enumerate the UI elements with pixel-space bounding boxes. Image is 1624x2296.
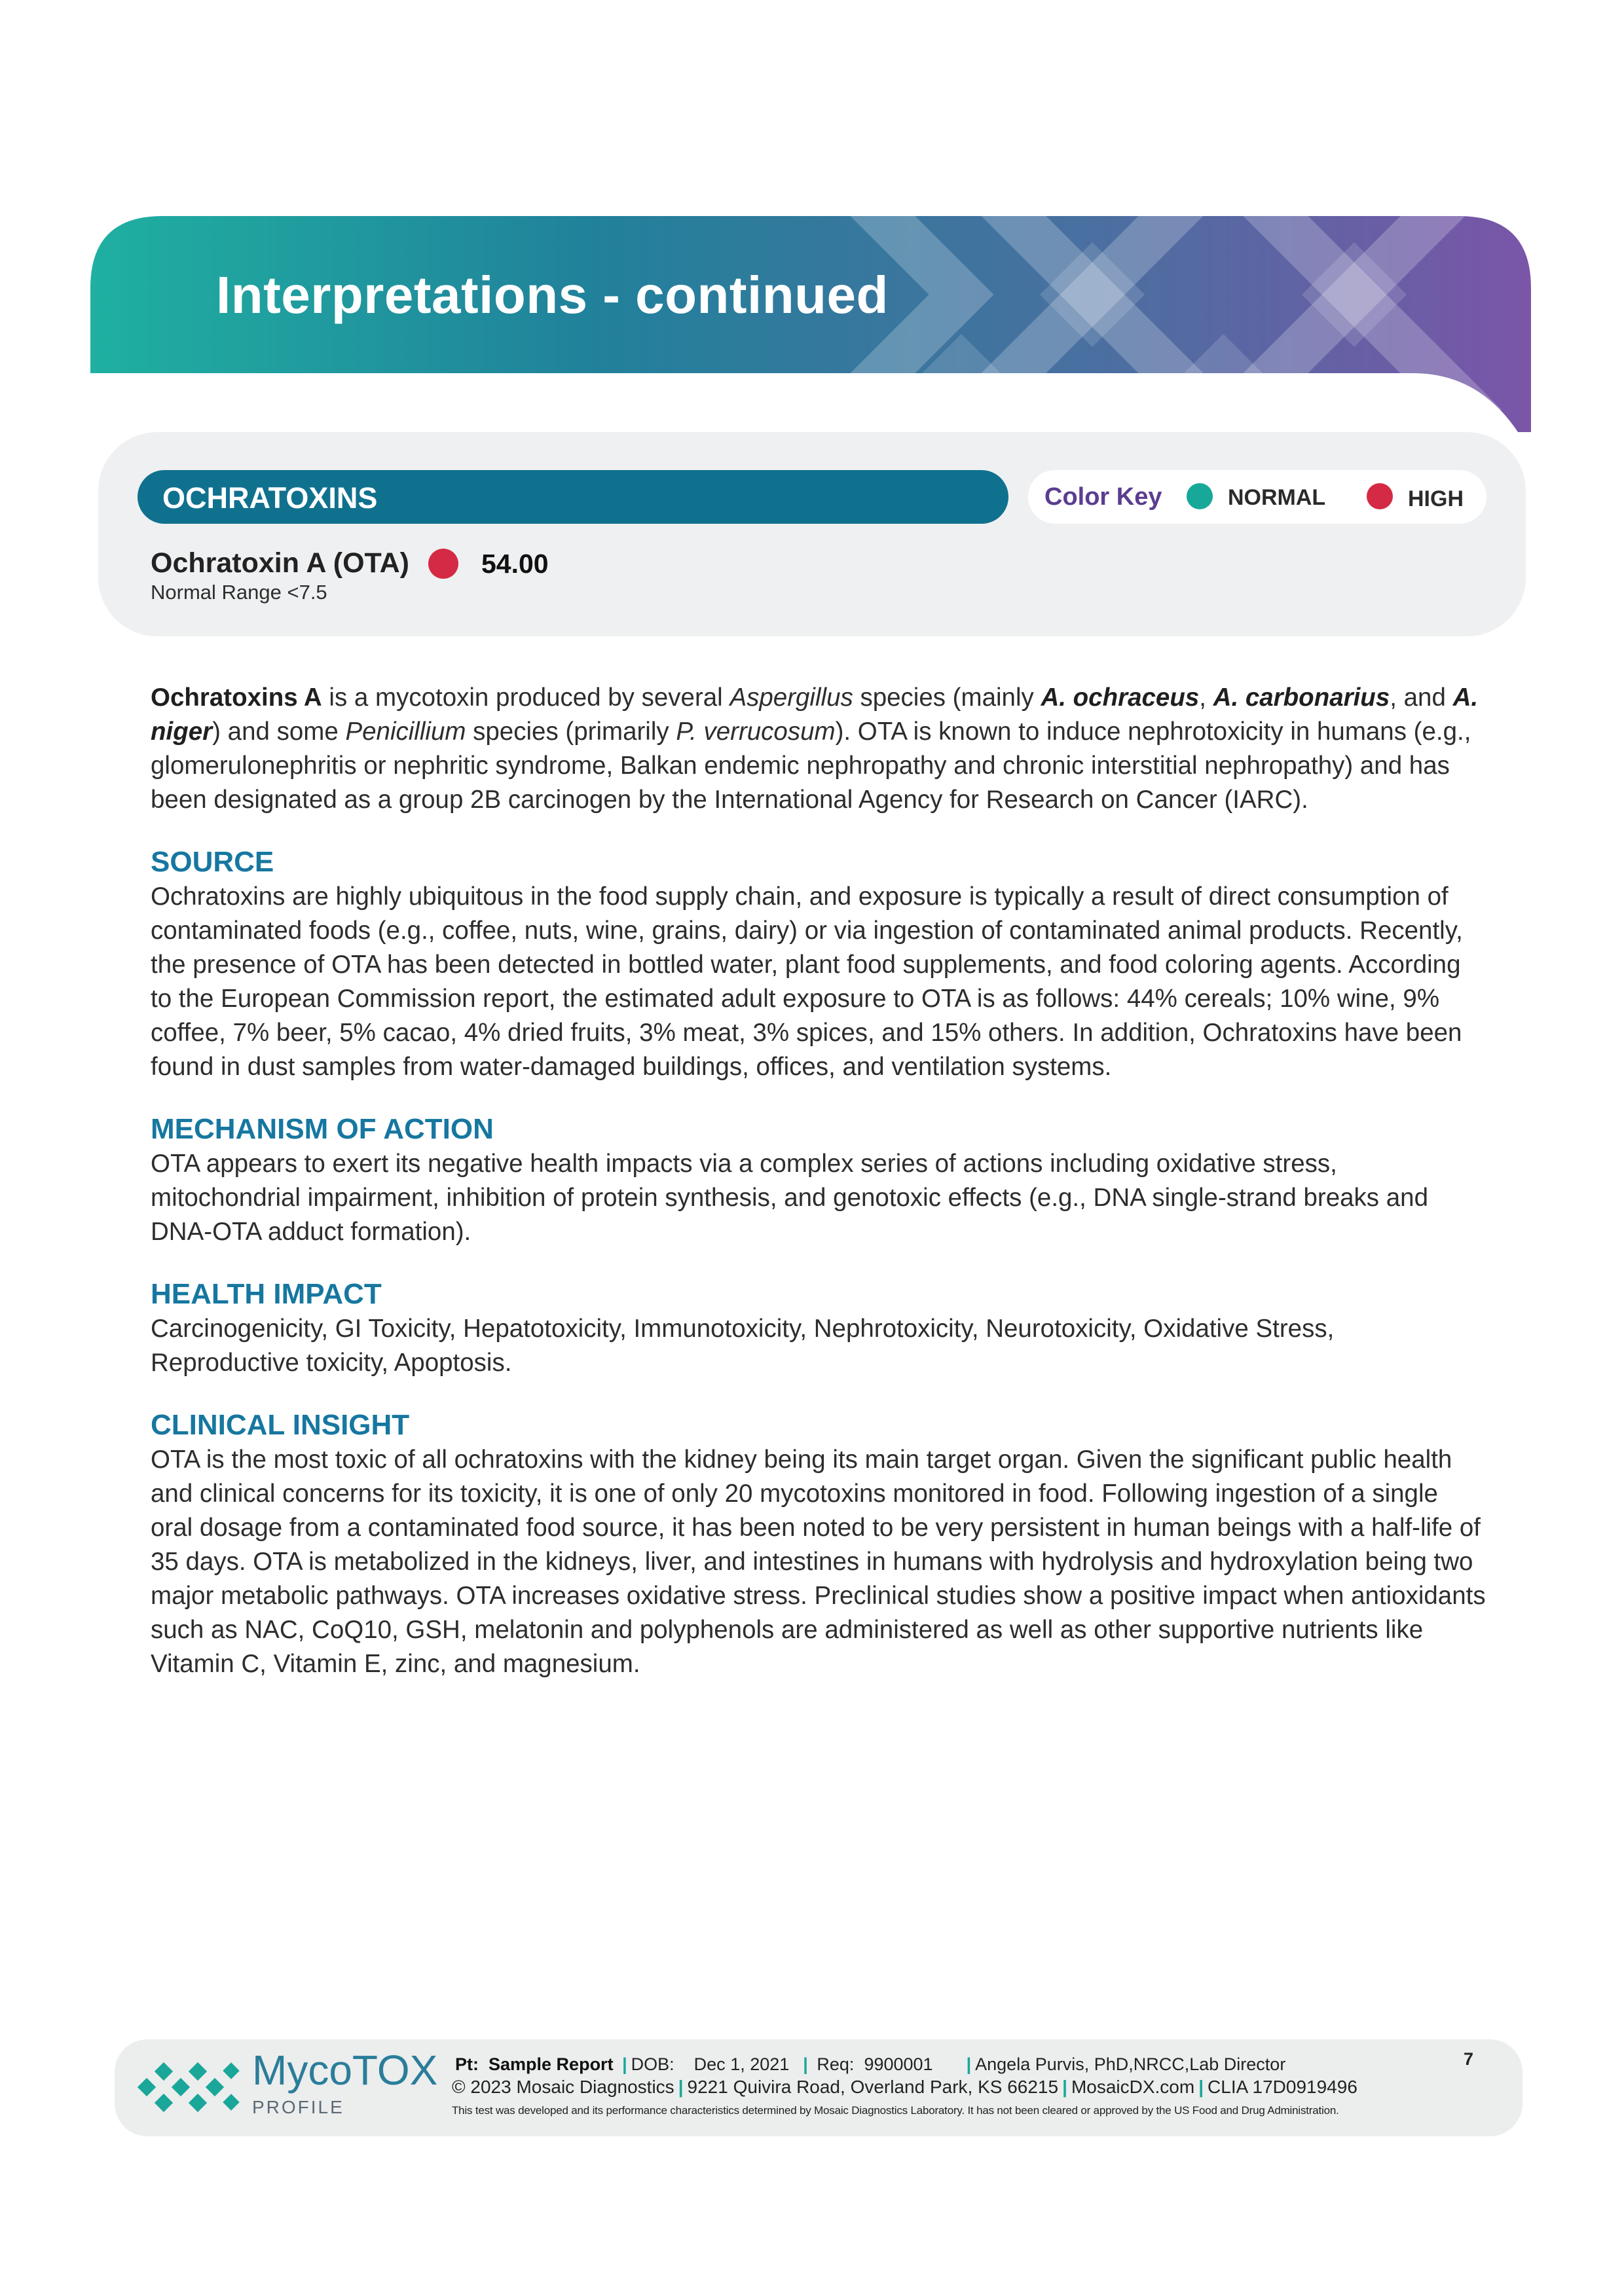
analyte-name: Ochratoxin A (OTA) (151, 547, 409, 579)
req-label: Req: (817, 2054, 855, 2074)
footer-patient-line: Pt: Sample Report | DOB: Dec 1, 2021 | Req: 9900001 | Angela Purvis, PhD,NRCC,Lab Director (455, 2054, 1286, 2074)
category-label: OCHRATOXINS (162, 481, 378, 515)
intro-text: species (primarily (466, 718, 676, 746)
intro-italic: A. niger (151, 683, 1479, 746)
dob-value: Dec 1, 2021 (693, 2054, 790, 2074)
section-body-health-impact: Carcinogenicity, GI Toxicity, Hepatotoxicity, Immunotoxicity, Nephrotoxicity, Neurotoxicity, Oxidative Stress, Reproductive toxicity, Apoptosis. (151, 1315, 1335, 1377)
page-title: Interpretations - continued (216, 266, 889, 324)
address: 9221 Quivira Road, Overland Park, KS 66215 (687, 2077, 1059, 2097)
mycotox-logo-icon (138, 2053, 242, 2122)
high-dot-icon (1367, 483, 1393, 509)
intro-italic: P. verrucosum (676, 718, 836, 746)
section-heading-mechanism: MECHANISM OF ACTION (151, 1113, 494, 1145)
section-body-mechanism: OTA appears to exert its negative health impacts via a complex series of actions including oxidative stress, mitochondrial impairment, inhibition of protein synthesis, and genotoxic effects (e.g., DNA single-strand breaks and DNA-OTA adduct formation). (151, 1150, 1428, 1246)
logo-subtitle: PROFILE (252, 2097, 344, 2117)
color-key-title: Color Key (1044, 483, 1162, 511)
patient-name: Sample Report (489, 2054, 614, 2074)
logo-title: MycoTOX (252, 2047, 438, 2094)
intro-text: ). OTA is known to induce nephrotoxicity in humans (e.g., glomerulonephritis or nephritic syndrome, Balkan endemic nephropathy and chronic interstitial nephropathy) and has been designated as a group 2B carcinogen by the International Agency for Research on Cancer (IARC). (151, 718, 1471, 814)
intro-text: , and (1390, 683, 1453, 712)
normal-key-label: NORMAL (1228, 485, 1326, 510)
intro-italic: Penicillium (345, 718, 466, 746)
normal-dot-icon (1187, 483, 1213, 509)
section-heading-source: SOURCE (151, 846, 274, 878)
intro-italic: A. ochraceus (1041, 683, 1200, 712)
section-body-clinical-insight: OTA is the most toxic of all ochratoxins with the kidney being its main target organ. Given the significant public health and clinical concerns for its toxicity, it is one of only 20 mycotoxins monitored in food. Following ingestion of a single oral dosage from a contaminated food source, it has been noted to be very persistent in human beings with a half-life of 35 days. OTA is metabolized in the kidneys, liver, and intestines in humans with hydrolysis and hydroxylation being two major metabolic pathways. OTA increases oxidative stress. Preclinical studies show a positive impact when antioxidants such as NAC, CoQ10, GSH, melatonin and polyphenols are administered as well as other supportive nutrients like Vitamin C, Vitamin E, zinc, and magnesium. (151, 1446, 1486, 1678)
pt-label: Pt: (455, 2054, 479, 2074)
result-summary-panel (98, 432, 1526, 636)
fda-disclaimer: This test was developed and its performance characteristics determined by Mosaic Diagnostics Laboratory. It has not been cleared or approved by the US Food and Drug Administration. (452, 2104, 1339, 2117)
clia-number: CLIA 17D0919496 (1208, 2077, 1357, 2097)
analyte-value: 54.00 (481, 549, 549, 579)
intro-text: ) and some (212, 718, 346, 746)
footer-address-line: © 2023 Mosaic Diagnostics | 9221 Quivira Road, Overland Park, KS 66215 | MosaicDX.com | CLIA 17D0919496 (452, 2077, 1357, 2097)
interpretation-content (151, 681, 1486, 1681)
lab-director: Angela Purvis, PhD,NRCC,Lab Director (975, 2054, 1286, 2074)
page-number: 7 (1464, 2049, 1474, 2069)
normal-range: Normal Range <7.5 (151, 581, 327, 604)
intro-text: species (mainly (853, 683, 1041, 712)
req-value: 9900001 (864, 2054, 933, 2074)
intro-text: , (1199, 683, 1213, 712)
high-status-dot-icon (428, 549, 458, 579)
high-key-label: HIGH (1408, 486, 1464, 511)
section-heading-clinical-insight: CLINICAL INSIGHT (151, 1409, 410, 1441)
intro-paragraph (151, 681, 1486, 817)
copyright: © 2023 Mosaic Diagnostics (452, 2077, 674, 2097)
intro-lead: Ochratoxins A (151, 683, 322, 712)
section-heading-health-impact: HEALTH IMPACT (151, 1278, 382, 1310)
intro-text: is a mycotoxin produced by several (322, 683, 730, 712)
dob-label: DOB: (631, 2054, 674, 2074)
intro-italic: A. carbonarius (1213, 683, 1390, 712)
intro-italic: Aspergillus (729, 683, 853, 712)
section-body-source: Ochratoxins are highly ubiquitous in the food supply chain, and exposure is typically a result of direct consumption of contaminated foods (e.g., coffee, nuts, wine, grains, dairy) or via ingestion of contaminated animal products. Recently, the presence of OTA has been detected in bottled water, plant food supplements, and food coloring agents. According to the European Commission report, the estimated adult exposure to OTA is as follows: 44% cereals; 10% wine, 9% coffee, 7% beer, 5% cacao, 4% dried fruits, 3% meat, 3% spices, and 15% others. In addition, Ochratoxins have been found in dust samples from water-damaged buildings, offices, and ventilation systems. (151, 883, 1463, 1081)
website-link[interactable]: MosaicDX.com (1071, 2077, 1195, 2097)
